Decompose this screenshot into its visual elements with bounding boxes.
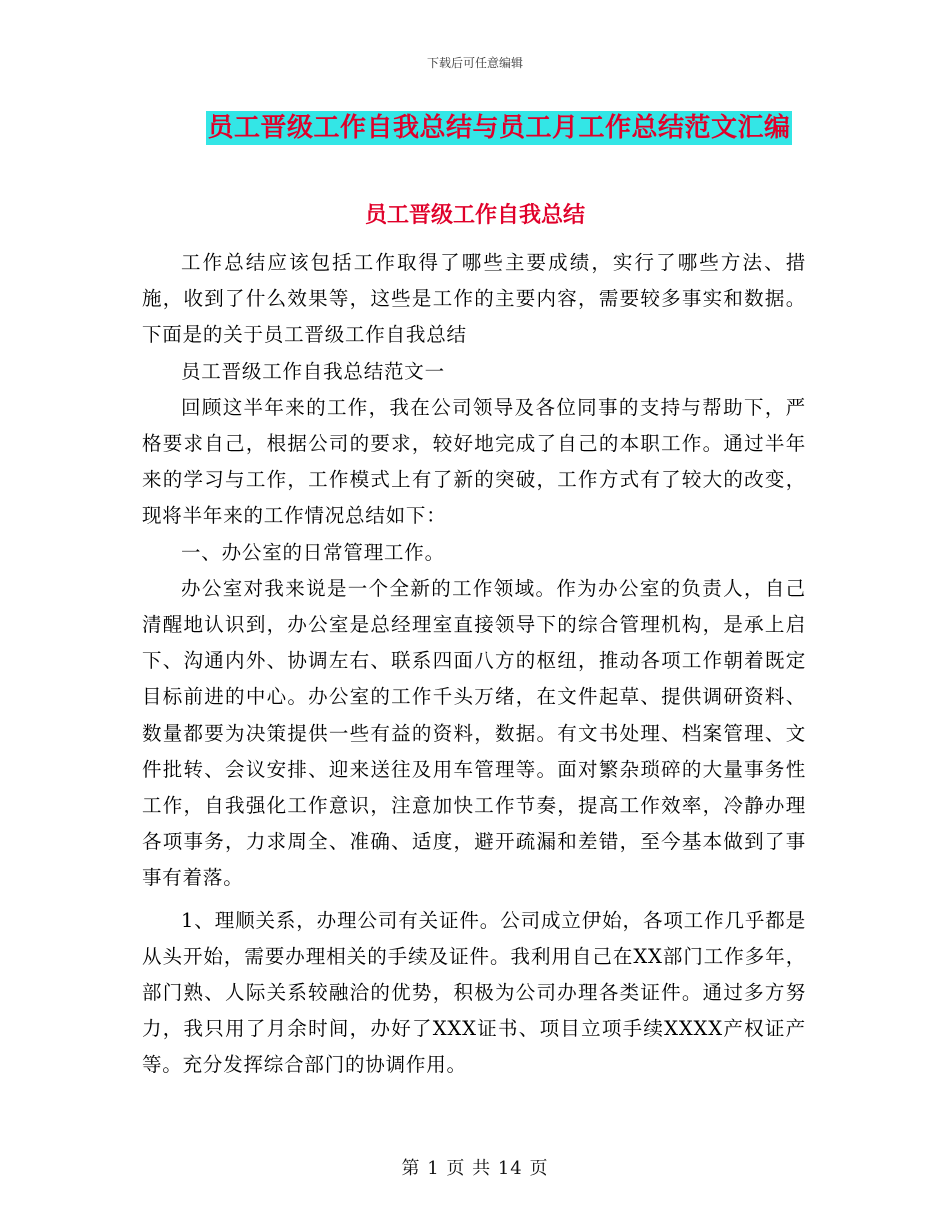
header-note: 下载后可任意编辑 xyxy=(426,56,523,70)
page-number: 第 1 页 共 14 页 xyxy=(401,1158,549,1179)
document-title: 员工晋级工作自我总结与员工月工作总结范文汇编 xyxy=(207,113,791,143)
paragraph-office-work: 办公室对我来说是一个全新的工作领域。作为办公室的负责人，自己清醒地认识到，办公室是总经理室直接领导下的综合管理机构，是承上启下、沟通内外、协调左右、联系四面八方的枢纽，推动各项工作朝着既定目标前进的中心。办公室的工作千头万绪，在文件起草、提供调研资料、数量都要为决策提供一些有益的资料，数据。有文书处理、档案管理、文件批转、会议安排、迎来送往及用车管理等。面对繁杂琐碎的大量事务性工作，自我强化工作意识，注意加快工作节奏，提高工作效率，冷静办理各项事务，力求周全、准确、适度，避开疏漏和差错，至今基本做到了事事有着落。 xyxy=(142,576,806,890)
paragraph-intro: 工作总结应该包括工作取得了哪些主要成绩，实行了哪些方法、措施，收到了什么效果等，这些是工作的主要内容，需要较多事实和数据。下面是的关于员工晋级工作自我总结 xyxy=(142,251,806,347)
paragraph-sample-heading: 员工晋级工作自我总结范文一 xyxy=(181,359,445,383)
main-title-wrapper xyxy=(0,111,950,145)
paragraph-section-heading: 一、办公室的日常管理工作。 xyxy=(181,540,445,564)
section-title: 员工晋级工作自我总结 xyxy=(364,203,585,228)
paragraph-review: 回顾这半年来的工作，我在公司领导及各位同事的支持与帮助下，严格要求自己，根据公司的要求，较好地完成了自己的本职工作。通过半年来的学习与工作，工作模式上有了新的突破，工作方式有了较大的改变，现将半年来的工作情况总结如下： xyxy=(142,395,806,528)
paragraph-certificates: 1、理顺关系，办理公司有关证件。公司成立伊始，各项工作几乎都是从头开始，需要办理相关的手续及证件。我利用自己在XX部门工作多年，部门熟、人际关系较融洽的优势，积极为公司办理各类证件。通过多方努力，我只用了月余时间，办好了XXX证书、项目立项手续XXXX产权证产等。充分发挥综合部门的协调作用。 xyxy=(142,908,806,1077)
document-body xyxy=(142,245,806,1084)
